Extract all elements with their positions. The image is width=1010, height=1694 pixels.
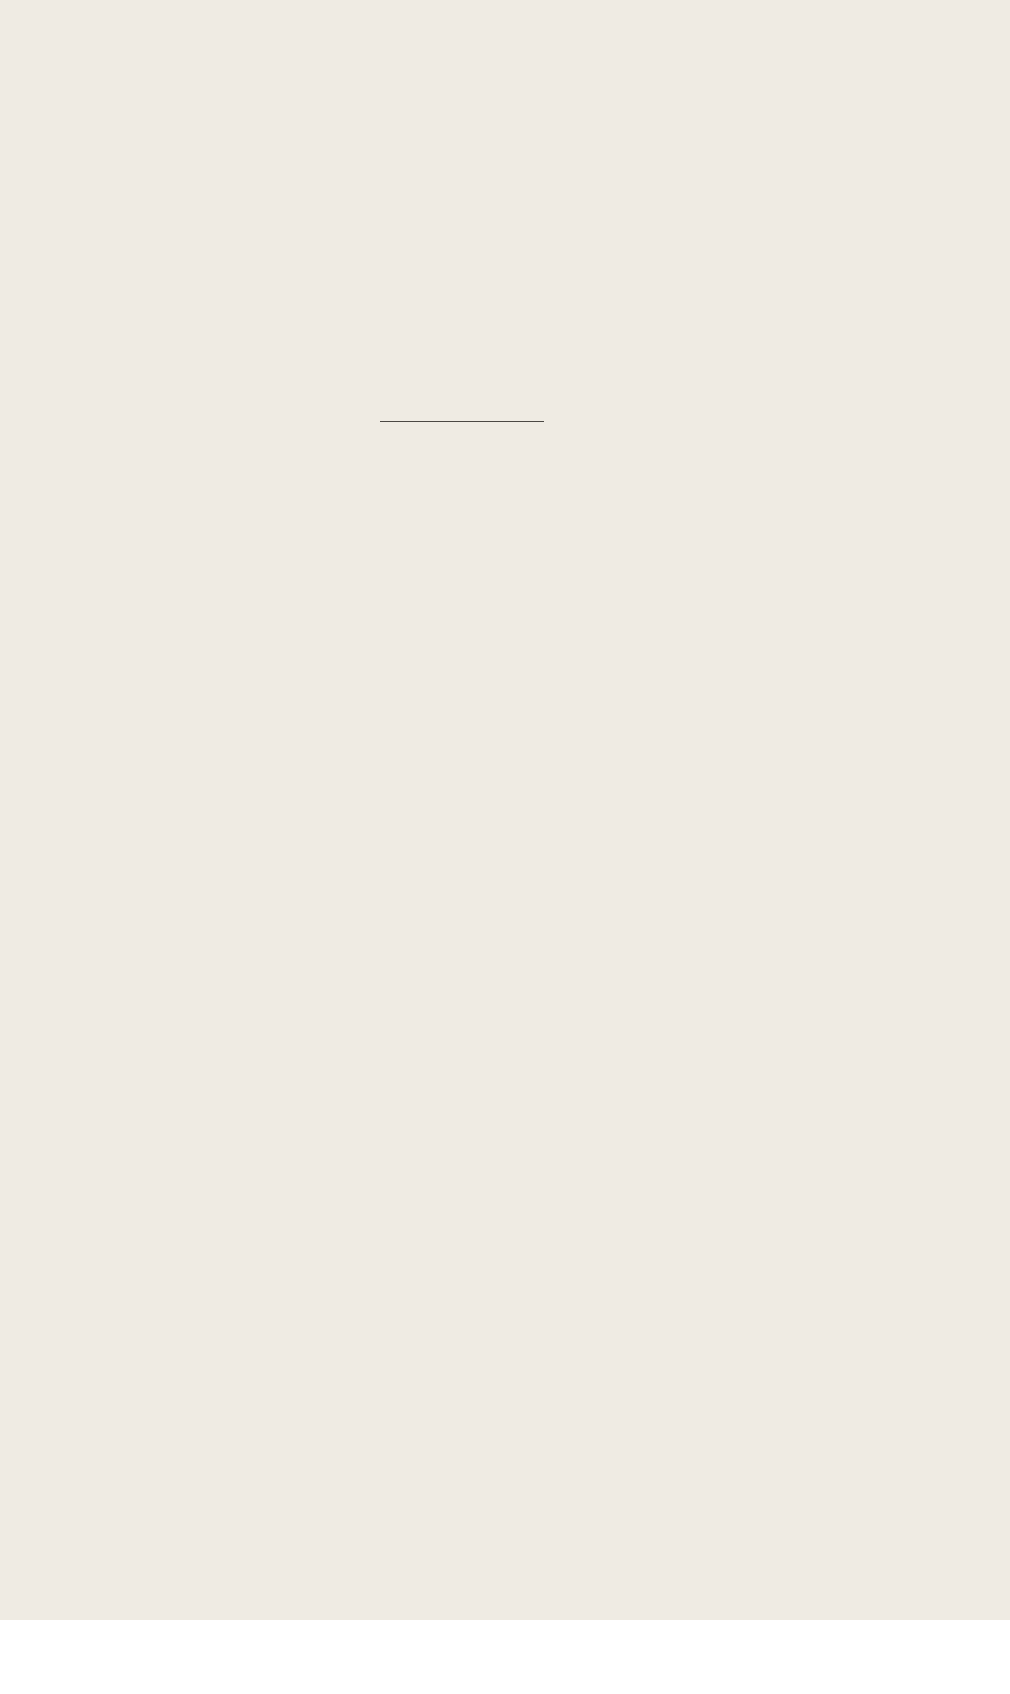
- footer-bar: [0, 1620, 1010, 1694]
- section-divider: [380, 421, 544, 422]
- library-logo-icon: [14, 1638, 44, 1680]
